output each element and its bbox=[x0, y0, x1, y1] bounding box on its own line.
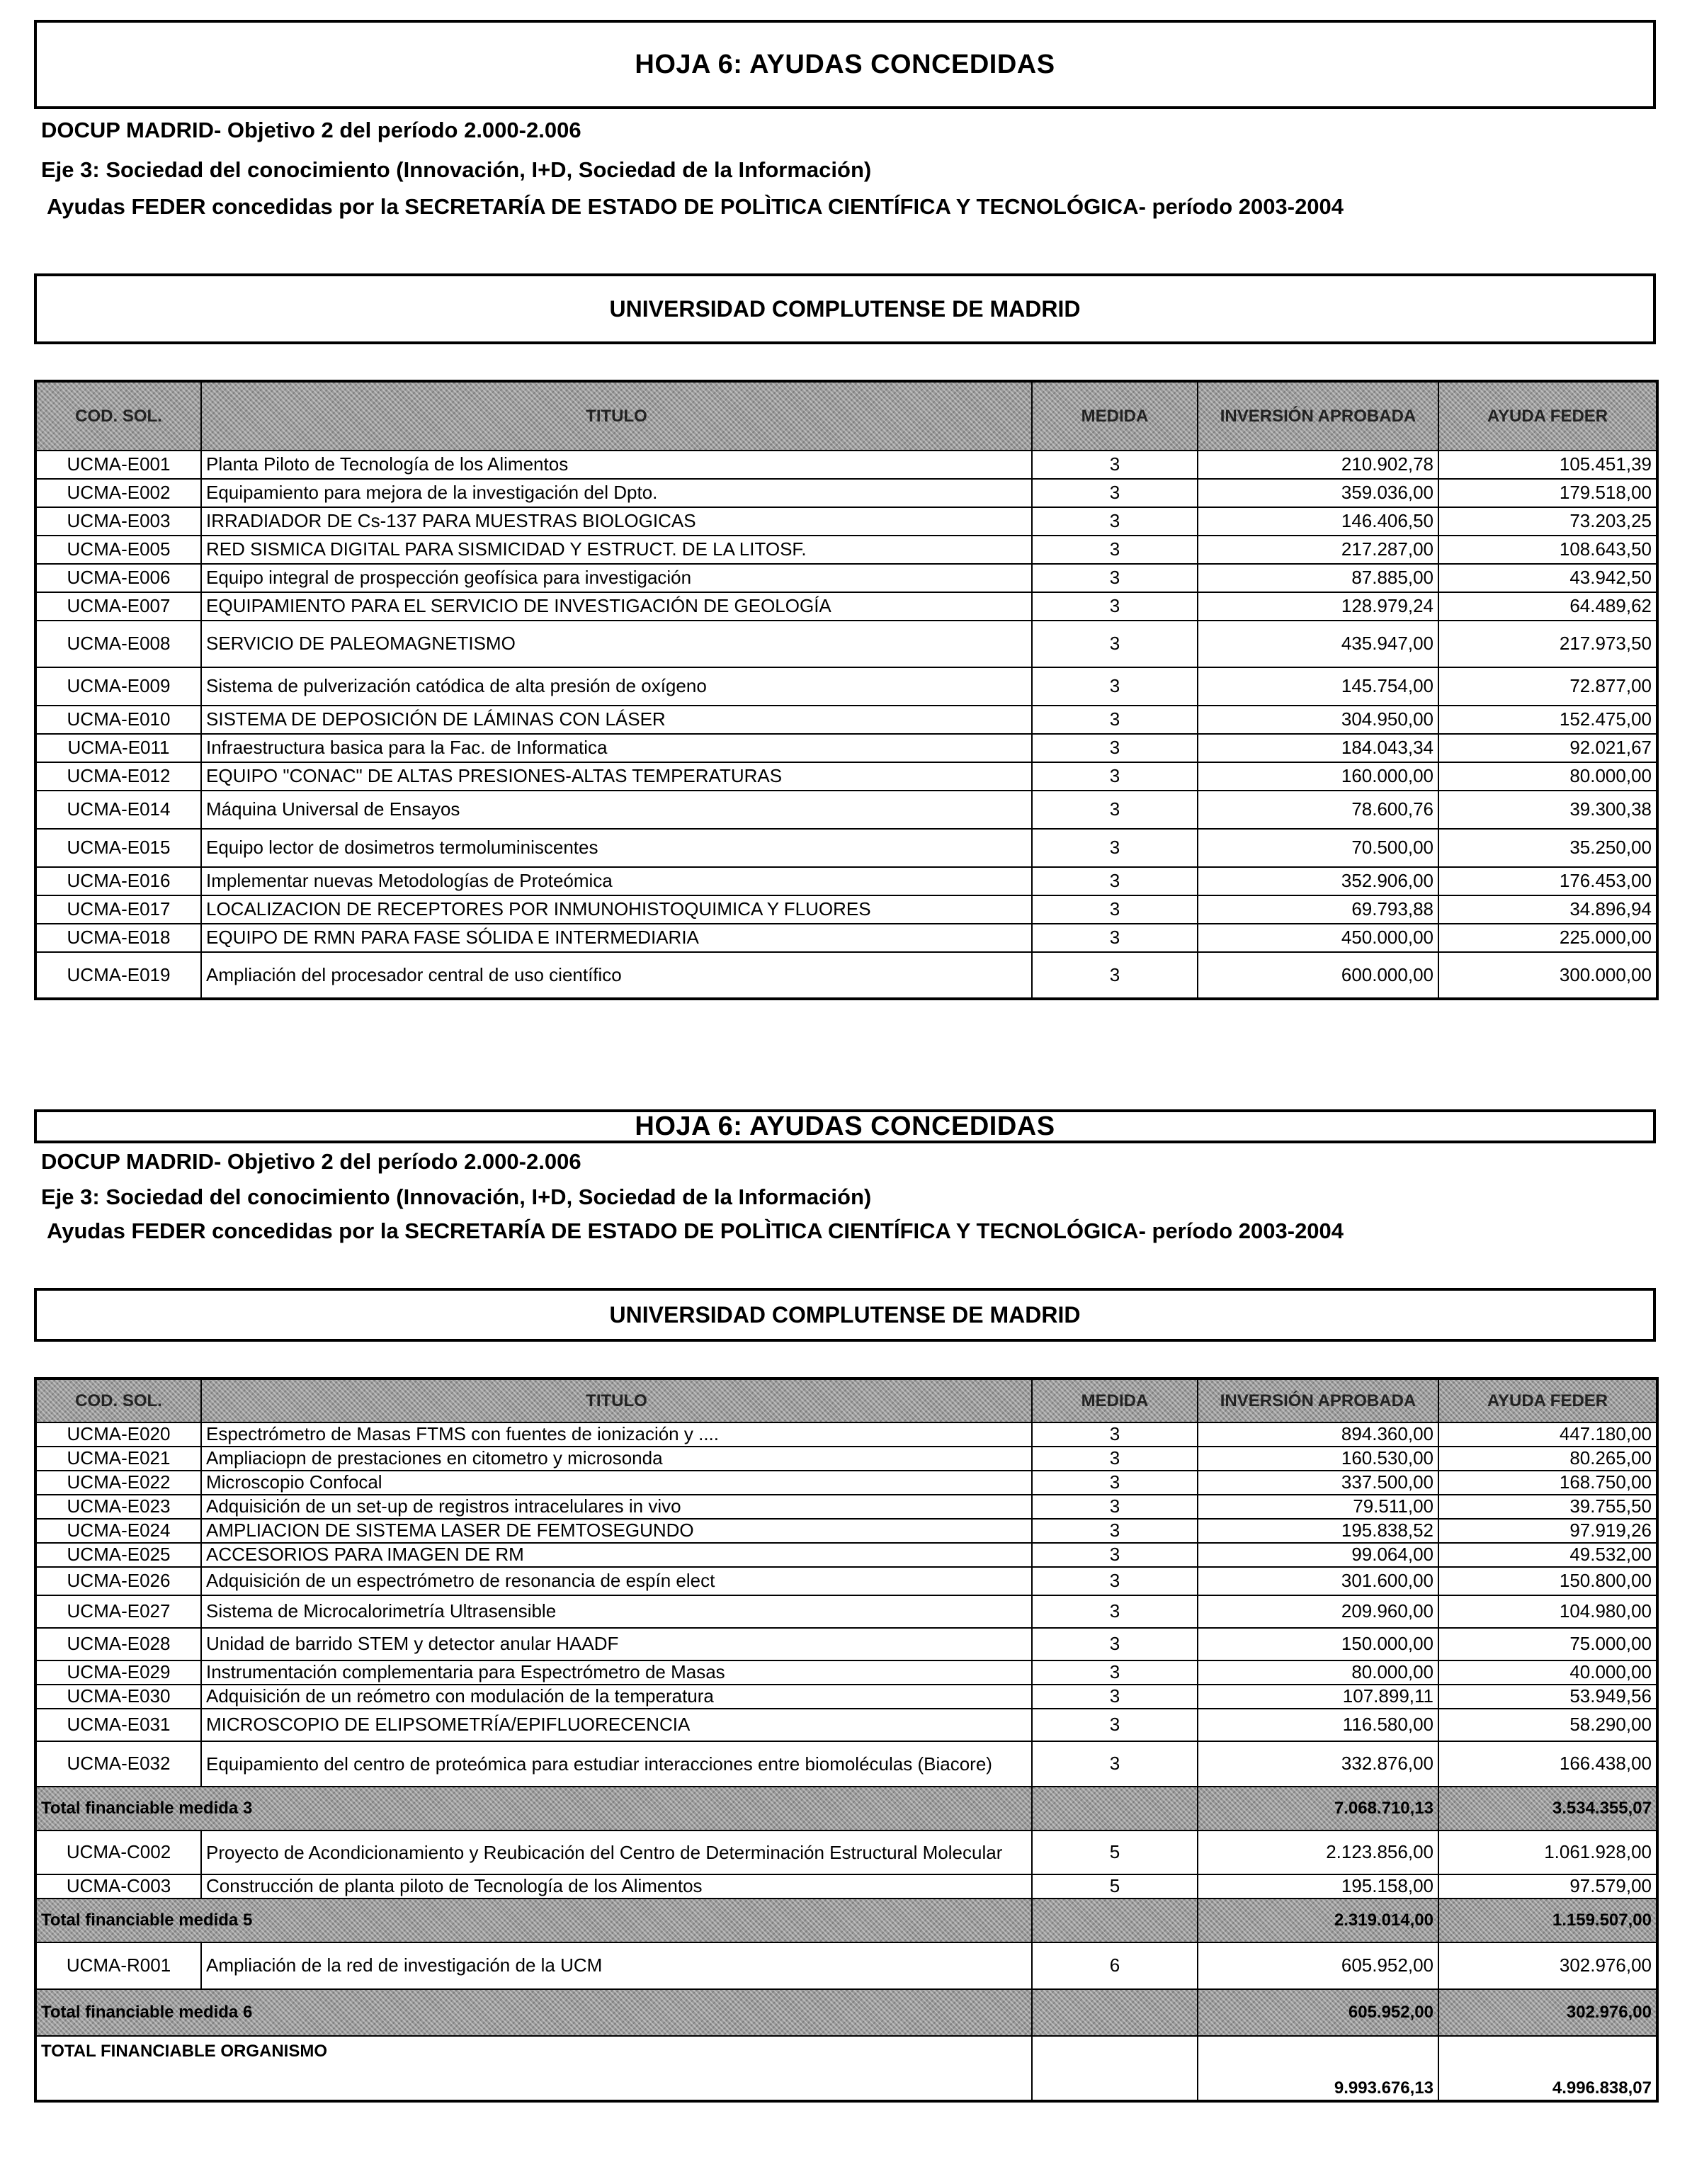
medida-cell: 3 bbox=[1032, 1660, 1198, 1685]
ayuda-cell: 34.896,94 bbox=[1438, 895, 1657, 924]
table-row bbox=[35, 1685, 1657, 1709]
table-row bbox=[35, 507, 1657, 536]
table-row bbox=[35, 1628, 1657, 1660]
medida-cell: 3 bbox=[1032, 734, 1198, 762]
table-row bbox=[35, 829, 1657, 867]
ayuda-cell: 152.475,00 bbox=[1438, 706, 1657, 734]
medida-cell: 3 bbox=[1032, 1685, 1198, 1709]
inversion-cell: 99.064,00 bbox=[1198, 1543, 1438, 1567]
cod-sol-cell: UCMA-E007 bbox=[35, 592, 201, 621]
titulo-cell: EQUIPO "CONAC" DE ALTAS PRESIONES-ALTAS TEMPERATURAS bbox=[201, 762, 1032, 791]
ayuda-cell: 72.877,00 bbox=[1438, 667, 1657, 706]
table-header-row bbox=[35, 381, 1657, 451]
titulo-cell: EQUIPAMIENTO PARA EL SERVICIO DE INVESTIGACIÓN DE GEOLOGÍA bbox=[201, 592, 1032, 621]
total-medida-3-ayuda: 3.534.355,07 bbox=[1438, 1787, 1657, 1831]
inversion-cell: 116.580,00 bbox=[1198, 1709, 1438, 1741]
titulo-cell: IRRADIADOR DE Cs-137 PARA MUESTRAS BIOLOGICAS bbox=[201, 507, 1032, 536]
total-medida-6-medida bbox=[1032, 1989, 1198, 2036]
sheet2-eje-line: Eje 3: Sociedad del conocimiento (Innovación, I+D, Sociedad de la Información) bbox=[41, 1184, 872, 1209]
total-medida-6-inversion: 605.952,00 bbox=[1198, 1989, 1438, 2036]
table-row bbox=[35, 621, 1657, 667]
col-medida: MEDIDA bbox=[1032, 381, 1198, 451]
inversion-cell: 450.000,00 bbox=[1198, 924, 1438, 952]
table-row bbox=[35, 924, 1657, 952]
table-row bbox=[35, 1741, 1657, 1787]
medida-cell: 3 bbox=[1032, 1422, 1198, 1447]
inversion-cell: 150.000,00 bbox=[1198, 1628, 1438, 1660]
ayuda-cell: 166.438,00 bbox=[1438, 1741, 1657, 1787]
table-row bbox=[35, 734, 1657, 762]
titulo-cell: Ampliaciopn de prestaciones en citometro y microsonda bbox=[201, 1447, 1032, 1471]
cod-sol-cell: UCMA-E009 bbox=[35, 667, 201, 706]
col-titulo: TITULO bbox=[201, 1379, 1032, 1422]
ayuda-cell: 92.021,67 bbox=[1438, 734, 1657, 762]
table-row bbox=[35, 479, 1657, 507]
medida-cell: 3 bbox=[1032, 829, 1198, 867]
sheet2-table-body bbox=[35, 1422, 1657, 2101]
titulo-cell: RED SISMICA DIGITAL PARA SISMICIDAD Y ESTRUCT. DE LA LITOSF. bbox=[201, 536, 1032, 564]
table-row bbox=[35, 952, 1657, 999]
col-inversion: INVERSIÓN APROBADA bbox=[1198, 1379, 1438, 1422]
col-cod: COD. SOL. bbox=[35, 1379, 201, 1422]
inversion-cell: 332.876,00 bbox=[1198, 1741, 1438, 1787]
ayuda-cell: 35.250,00 bbox=[1438, 829, 1657, 867]
cod-sol-cell: UCMA-E017 bbox=[35, 895, 201, 924]
inversion-cell: 352.906,00 bbox=[1198, 867, 1438, 895]
ayuda-cell: 108.643,50 bbox=[1438, 536, 1657, 564]
table-row bbox=[35, 1543, 1657, 1567]
table-row bbox=[35, 451, 1657, 479]
table-row bbox=[35, 1942, 1657, 1989]
inversion-cell: 301.600,00 bbox=[1198, 1567, 1438, 1595]
ayuda-cell: 64.489,62 bbox=[1438, 592, 1657, 621]
sheet1-ayudas-line: Ayudas FEDER concedidas por la SECRETARÍA DE ESTADO DE POLÌTICA CIENTÍFICA Y TECNOLÓGICA- período 2003-2004 bbox=[47, 194, 1344, 219]
medida-cell: 3 bbox=[1032, 791, 1198, 829]
total-medida-6-label: Total financiable medida 6 bbox=[35, 1989, 1032, 2036]
cod-sol-cell: UCMA-E010 bbox=[35, 706, 201, 734]
inversion-cell: 70.500,00 bbox=[1198, 829, 1438, 867]
cod-sol-cell: UCMA-E021 bbox=[35, 1447, 201, 1471]
total-medida-5-ayuda: 1.159.507,00 bbox=[1438, 1899, 1657, 1942]
col-inversion: INVERSIÓN APROBADA bbox=[1198, 381, 1438, 451]
total-organismo-inversion: 9.993.676,13 bbox=[1198, 2036, 1438, 2101]
titulo-cell: Equipamiento del centro de proteómica para estudiar interacciones entre biomoléculas (Biacore) bbox=[201, 1741, 1032, 1787]
total-medida-5-inversion: 2.319.014,00 bbox=[1198, 1899, 1438, 1942]
table-header-row bbox=[35, 1379, 1657, 1422]
medida-cell: 3 bbox=[1032, 762, 1198, 791]
total-medida-5-label: Total financiable medida 5 bbox=[35, 1899, 1032, 1942]
inversion-cell: 69.793,88 bbox=[1198, 895, 1438, 924]
sheet2-table bbox=[34, 1377, 1659, 2103]
ayuda-cell: 75.000,00 bbox=[1438, 1628, 1657, 1660]
titulo-cell: Proyecto de Acondicionamiento y Reubicación del Centro de Determinación Estructural Molecular bbox=[201, 1831, 1032, 1874]
medida-cell: 3 bbox=[1032, 952, 1198, 999]
sheet2-ayudas-line: Ayudas FEDER concedidas por la SECRETARÍA DE ESTADO DE POLÌTICA CIENTÍFICA Y TECNOLÓGICA- período 2003-2004 bbox=[47, 1218, 1344, 1243]
total-medida-5 bbox=[35, 1899, 1657, 1942]
titulo-cell: Unidad de barrido STEM y detector anular HAADF bbox=[201, 1628, 1032, 1660]
ayuda-cell: 168.750,00 bbox=[1438, 1471, 1657, 1495]
sheet1-table-body bbox=[35, 451, 1657, 999]
titulo-cell: Adquisición de un espectrómetro de resonancia de espín elect bbox=[201, 1567, 1032, 1595]
table-row bbox=[35, 1567, 1657, 1595]
inversion-cell: 79.511,00 bbox=[1198, 1495, 1438, 1519]
medida-cell: 5 bbox=[1032, 1831, 1198, 1874]
ayuda-cell: 43.942,50 bbox=[1438, 564, 1657, 592]
medida-cell: 3 bbox=[1032, 536, 1198, 564]
ayuda-cell: 73.203,25 bbox=[1438, 507, 1657, 536]
inversion-cell: 146.406,50 bbox=[1198, 507, 1438, 536]
inversion-cell: 304.950,00 bbox=[1198, 706, 1438, 734]
inversion-cell: 337.500,00 bbox=[1198, 1471, 1438, 1495]
table-row bbox=[35, 1831, 1657, 1874]
titulo-cell: LOCALIZACION DE RECEPTORES POR INMUNOHISTOQUIMICA Y FLUORES bbox=[201, 895, 1032, 924]
titulo-cell: ACCESORIOS PARA IMAGEN DE RM bbox=[201, 1543, 1032, 1567]
total-organismo-label: TOTAL FINANCIABLE ORGANISMO bbox=[35, 2036, 1032, 2101]
sheet2-title-box bbox=[34, 1109, 1656, 1143]
medida-cell: 3 bbox=[1032, 1709, 1198, 1741]
titulo-cell: Sistema de Microcalorimetría Ultrasensible bbox=[201, 1595, 1032, 1628]
ayuda-cell: 217.973,50 bbox=[1438, 621, 1657, 667]
medida-cell: 3 bbox=[1032, 667, 1198, 706]
total-medida-6-ayuda: 302.976,00 bbox=[1438, 1989, 1657, 2036]
table-row bbox=[35, 1660, 1657, 1685]
cod-sol-cell: UCMA-E027 bbox=[35, 1595, 201, 1628]
cod-sol-cell: UCMA-E026 bbox=[35, 1567, 201, 1595]
col-ayuda: AYUDA FEDER bbox=[1438, 1379, 1657, 1422]
cod-sol-cell: UCMA-C002 bbox=[35, 1831, 201, 1874]
cod-sol-cell: UCMA-E030 bbox=[35, 1685, 201, 1709]
inversion-cell: 435.947,00 bbox=[1198, 621, 1438, 667]
titulo-cell: SISTEMA DE DEPOSICIÓN DE LÁMINAS CON LÁSER bbox=[201, 706, 1032, 734]
table-row bbox=[35, 1709, 1657, 1741]
ayuda-cell: 97.579,00 bbox=[1438, 1874, 1657, 1899]
ayuda-cell: 97.919,26 bbox=[1438, 1519, 1657, 1543]
table-row bbox=[35, 1422, 1657, 1447]
ayuda-cell: 176.453,00 bbox=[1438, 867, 1657, 895]
cod-sol-cell: UCMA-E014 bbox=[35, 791, 201, 829]
medida-cell: 6 bbox=[1032, 1942, 1198, 1989]
ayuda-cell: 447.180,00 bbox=[1438, 1422, 1657, 1447]
medida-cell: 3 bbox=[1032, 507, 1198, 536]
cod-sol-cell: UCMA-C003 bbox=[35, 1874, 201, 1899]
sheet1-title-box bbox=[34, 20, 1656, 109]
ayuda-cell: 179.518,00 bbox=[1438, 479, 1657, 507]
cod-sol-cell: UCMA-E003 bbox=[35, 507, 201, 536]
inversion-cell: 87.885,00 bbox=[1198, 564, 1438, 592]
sheet1-table bbox=[34, 380, 1659, 1000]
medida-cell: 3 bbox=[1032, 867, 1198, 895]
col-ayuda: AYUDA FEDER bbox=[1438, 381, 1657, 451]
cod-sol-cell: UCMA-E019 bbox=[35, 952, 201, 999]
table-row bbox=[35, 1471, 1657, 1495]
table-row bbox=[35, 1519, 1657, 1543]
inversion-cell: 600.000,00 bbox=[1198, 952, 1438, 999]
sheet2-docup-line: DOCUP MADRID- Objetivo 2 del período 2.000-2.006 bbox=[41, 1149, 581, 1174]
medida-cell: 3 bbox=[1032, 1543, 1198, 1567]
inversion-cell: 217.287,00 bbox=[1198, 536, 1438, 564]
cod-sol-cell: UCMA-E016 bbox=[35, 867, 201, 895]
titulo-cell: Máquina Universal de Ensayos bbox=[201, 791, 1032, 829]
cod-sol-cell: UCMA-E015 bbox=[35, 829, 201, 867]
medida-cell: 3 bbox=[1032, 924, 1198, 952]
total-organismo-ayuda: 4.996.838,07 bbox=[1438, 2036, 1657, 2101]
cod-sol-cell: UCMA-E020 bbox=[35, 1422, 201, 1447]
titulo-cell: Implementar nuevas Metodologías de Proteómica bbox=[201, 867, 1032, 895]
titulo-cell: MICROSCOPIO DE ELIPSOMETRÍA/EPIFLUORECENCIA bbox=[201, 1709, 1032, 1741]
ayuda-cell: 225.000,00 bbox=[1438, 924, 1657, 952]
ayuda-cell: 300.000,00 bbox=[1438, 952, 1657, 999]
titulo-cell: SERVICIO DE PALEOMAGNETISMO bbox=[201, 621, 1032, 667]
titulo-cell: Planta Piloto de Tecnología de los Alimentos bbox=[201, 451, 1032, 479]
sheet1-docup-line: DOCUP MADRID- Objetivo 2 del período 2.000-2.006 bbox=[41, 118, 581, 142]
ayuda-cell: 40.000,00 bbox=[1438, 1660, 1657, 1685]
table-row bbox=[35, 762, 1657, 791]
medida-cell: 3 bbox=[1032, 564, 1198, 592]
titulo-cell: Ampliación del procesador central de uso científico bbox=[201, 952, 1032, 999]
total-medida-3-inversion: 7.068.710,13 bbox=[1198, 1787, 1438, 1831]
titulo-cell: Adquisición de un set-up de registros intracelulares in vivo bbox=[201, 1495, 1032, 1519]
cod-sol-cell: UCMA-E005 bbox=[35, 536, 201, 564]
inversion-cell: 80.000,00 bbox=[1198, 1660, 1438, 1685]
titulo-cell: Microscopio Confocal bbox=[201, 1471, 1032, 1495]
ayuda-cell: 302.976,00 bbox=[1438, 1942, 1657, 1989]
medida-cell: 3 bbox=[1032, 1628, 1198, 1660]
cod-sol-cell: UCMA-E022 bbox=[35, 1471, 201, 1495]
titulo-cell: EQUIPO DE RMN PARA FASE SÓLIDA E INTERMEDIARIA bbox=[201, 924, 1032, 952]
inversion-cell: 359.036,00 bbox=[1198, 479, 1438, 507]
inversion-cell: 210.902,78 bbox=[1198, 451, 1438, 479]
ayuda-cell: 39.300,38 bbox=[1438, 791, 1657, 829]
sheet1-org-box bbox=[34, 273, 1656, 344]
cod-sol-cell: UCMA-E024 bbox=[35, 1519, 201, 1543]
total-organismo-medida bbox=[1032, 2036, 1198, 2101]
cod-sol-cell: UCMA-E011 bbox=[35, 734, 201, 762]
cod-sol-cell: UCMA-E001 bbox=[35, 451, 201, 479]
medida-cell: 3 bbox=[1032, 1447, 1198, 1471]
cod-sol-cell: UCMA-E002 bbox=[35, 479, 201, 507]
medida-cell: 3 bbox=[1032, 1519, 1198, 1543]
cod-sol-cell: UCMA-E029 bbox=[35, 1660, 201, 1685]
table-row bbox=[35, 895, 1657, 924]
ayuda-cell: 1.061.928,00 bbox=[1438, 1831, 1657, 1874]
titulo-cell: Construcción de planta piloto de Tecnología de los Alimentos bbox=[201, 1874, 1032, 1899]
inversion-cell: 145.754,00 bbox=[1198, 667, 1438, 706]
medida-cell: 5 bbox=[1032, 1874, 1198, 1899]
titulo-cell: AMPLIACION DE SISTEMA LASER DE FEMTOSEGUNDO bbox=[201, 1519, 1032, 1543]
titulo-cell: Equipo lector de dosimetros termoluminiscentes bbox=[201, 829, 1032, 867]
sheet2-org-box bbox=[34, 1288, 1656, 1342]
inversion-cell: 605.952,00 bbox=[1198, 1942, 1438, 1989]
sheet1-eje-line: Eje 3: Sociedad del conocimiento (Innovación, I+D, Sociedad de la Información) bbox=[41, 157, 872, 182]
titulo-cell: Espectrómetro de Masas FTMS con fuentes de ionización y .... bbox=[201, 1422, 1032, 1447]
total-organismo bbox=[35, 2036, 1657, 2101]
table-row bbox=[35, 536, 1657, 564]
cod-sol-cell: UCMA-R001 bbox=[35, 1942, 201, 1989]
table-row bbox=[35, 564, 1657, 592]
titulo-cell: Ampliación de la red de investigación de la UCM bbox=[201, 1942, 1032, 1989]
inversion-cell: 78.600,76 bbox=[1198, 791, 1438, 829]
titulo-cell: Instrumentación complementaria para Espectrómetro de Masas bbox=[201, 1660, 1032, 1685]
cod-sol-cell: UCMA-E018 bbox=[35, 924, 201, 952]
ayuda-cell: 80.265,00 bbox=[1438, 1447, 1657, 1471]
col-cod: COD. SOL. bbox=[35, 381, 201, 451]
table-row bbox=[35, 592, 1657, 621]
total-medida-6 bbox=[35, 1989, 1657, 2036]
inversion-cell: 195.158,00 bbox=[1198, 1874, 1438, 1899]
medida-cell: 3 bbox=[1032, 621, 1198, 667]
total-medida-3-label: Total financiable medida 3 bbox=[35, 1787, 1032, 1831]
table-row bbox=[35, 867, 1657, 895]
titulo-cell: Infraestructura basica para la Fac. de Informatica bbox=[201, 734, 1032, 762]
table-row bbox=[35, 1495, 1657, 1519]
medida-cell: 3 bbox=[1032, 1595, 1198, 1628]
table-row bbox=[35, 1595, 1657, 1628]
medida-cell: 3 bbox=[1032, 895, 1198, 924]
table-row bbox=[35, 706, 1657, 734]
ayuda-cell: 105.451,39 bbox=[1438, 451, 1657, 479]
medida-cell: 3 bbox=[1032, 1741, 1198, 1787]
inversion-cell: 160.000,00 bbox=[1198, 762, 1438, 791]
ayuda-cell: 150.800,00 bbox=[1438, 1567, 1657, 1595]
titulo-cell: Adquisición de un reómetro con modulación de la temperatura bbox=[201, 1685, 1032, 1709]
total-medida-3-medida bbox=[1032, 1787, 1198, 1831]
titulo-cell: Equipo integral de prospección geofísica para investigación bbox=[201, 564, 1032, 592]
cod-sol-cell: UCMA-E006 bbox=[35, 564, 201, 592]
inversion-cell: 160.530,00 bbox=[1198, 1447, 1438, 1471]
total-medida-5-medida bbox=[1032, 1899, 1198, 1942]
cod-sol-cell: UCMA-E032 bbox=[35, 1741, 201, 1787]
medida-cell: 3 bbox=[1032, 706, 1198, 734]
table-row bbox=[35, 791, 1657, 829]
ayuda-cell: 104.980,00 bbox=[1438, 1595, 1657, 1628]
table-row bbox=[35, 667, 1657, 706]
medida-cell: 3 bbox=[1032, 592, 1198, 621]
inversion-cell: 894.360,00 bbox=[1198, 1422, 1438, 1447]
cod-sol-cell: UCMA-E025 bbox=[35, 1543, 201, 1567]
medida-cell: 3 bbox=[1032, 479, 1198, 507]
ayuda-cell: 39.755,50 bbox=[1438, 1495, 1657, 1519]
sheet1-org-name: UNIVERSIDAD COMPLUTENSE DE MADRID bbox=[609, 295, 1081, 322]
medida-cell: 3 bbox=[1032, 1471, 1198, 1495]
titulo-cell: Sistema de pulverización catódica de alta presión de oxígeno bbox=[201, 667, 1032, 706]
cod-sol-cell: UCMA-E031 bbox=[35, 1709, 201, 1741]
titulo-cell: Equipamiento para mejora de la investigación del Dpto. bbox=[201, 479, 1032, 507]
sheet2-org-name: UNIVERSIDAD COMPLUTENSE DE MADRID bbox=[609, 1301, 1081, 1328]
medida-cell: 3 bbox=[1032, 1495, 1198, 1519]
medida-cell: 3 bbox=[1032, 1567, 1198, 1595]
medida-cell: 3 bbox=[1032, 451, 1198, 479]
ayuda-cell: 53.949,56 bbox=[1438, 1685, 1657, 1709]
cod-sol-cell: UCMA-E008 bbox=[35, 621, 201, 667]
col-medida: MEDIDA bbox=[1032, 1379, 1198, 1422]
inversion-cell: 209.960,00 bbox=[1198, 1595, 1438, 1628]
cod-sol-cell: UCMA-E023 bbox=[35, 1495, 201, 1519]
ayuda-cell: 49.532,00 bbox=[1438, 1543, 1657, 1567]
ayuda-cell: 58.290,00 bbox=[1438, 1709, 1657, 1741]
table-row bbox=[35, 1874, 1657, 1899]
ayuda-cell: 80.000,00 bbox=[1438, 762, 1657, 791]
inversion-cell: 128.979,24 bbox=[1198, 592, 1438, 621]
total-medida-3 bbox=[35, 1787, 1657, 1831]
col-titulo: TITULO bbox=[201, 381, 1032, 451]
sheet1-title: HOJA 6: AYUDAS CONCEDIDAS bbox=[635, 49, 1055, 79]
sheet2-title: HOJA 6: AYUDAS CONCEDIDAS bbox=[635, 1111, 1055, 1141]
table-row bbox=[35, 1447, 1657, 1471]
cod-sol-cell: UCMA-E012 bbox=[35, 762, 201, 791]
inversion-cell: 195.838,52 bbox=[1198, 1519, 1438, 1543]
inversion-cell: 107.899,11 bbox=[1198, 1685, 1438, 1709]
inversion-cell: 184.043,34 bbox=[1198, 734, 1438, 762]
inversion-cell: 2.123.856,00 bbox=[1198, 1831, 1438, 1874]
cod-sol-cell: UCMA-E028 bbox=[35, 1628, 201, 1660]
